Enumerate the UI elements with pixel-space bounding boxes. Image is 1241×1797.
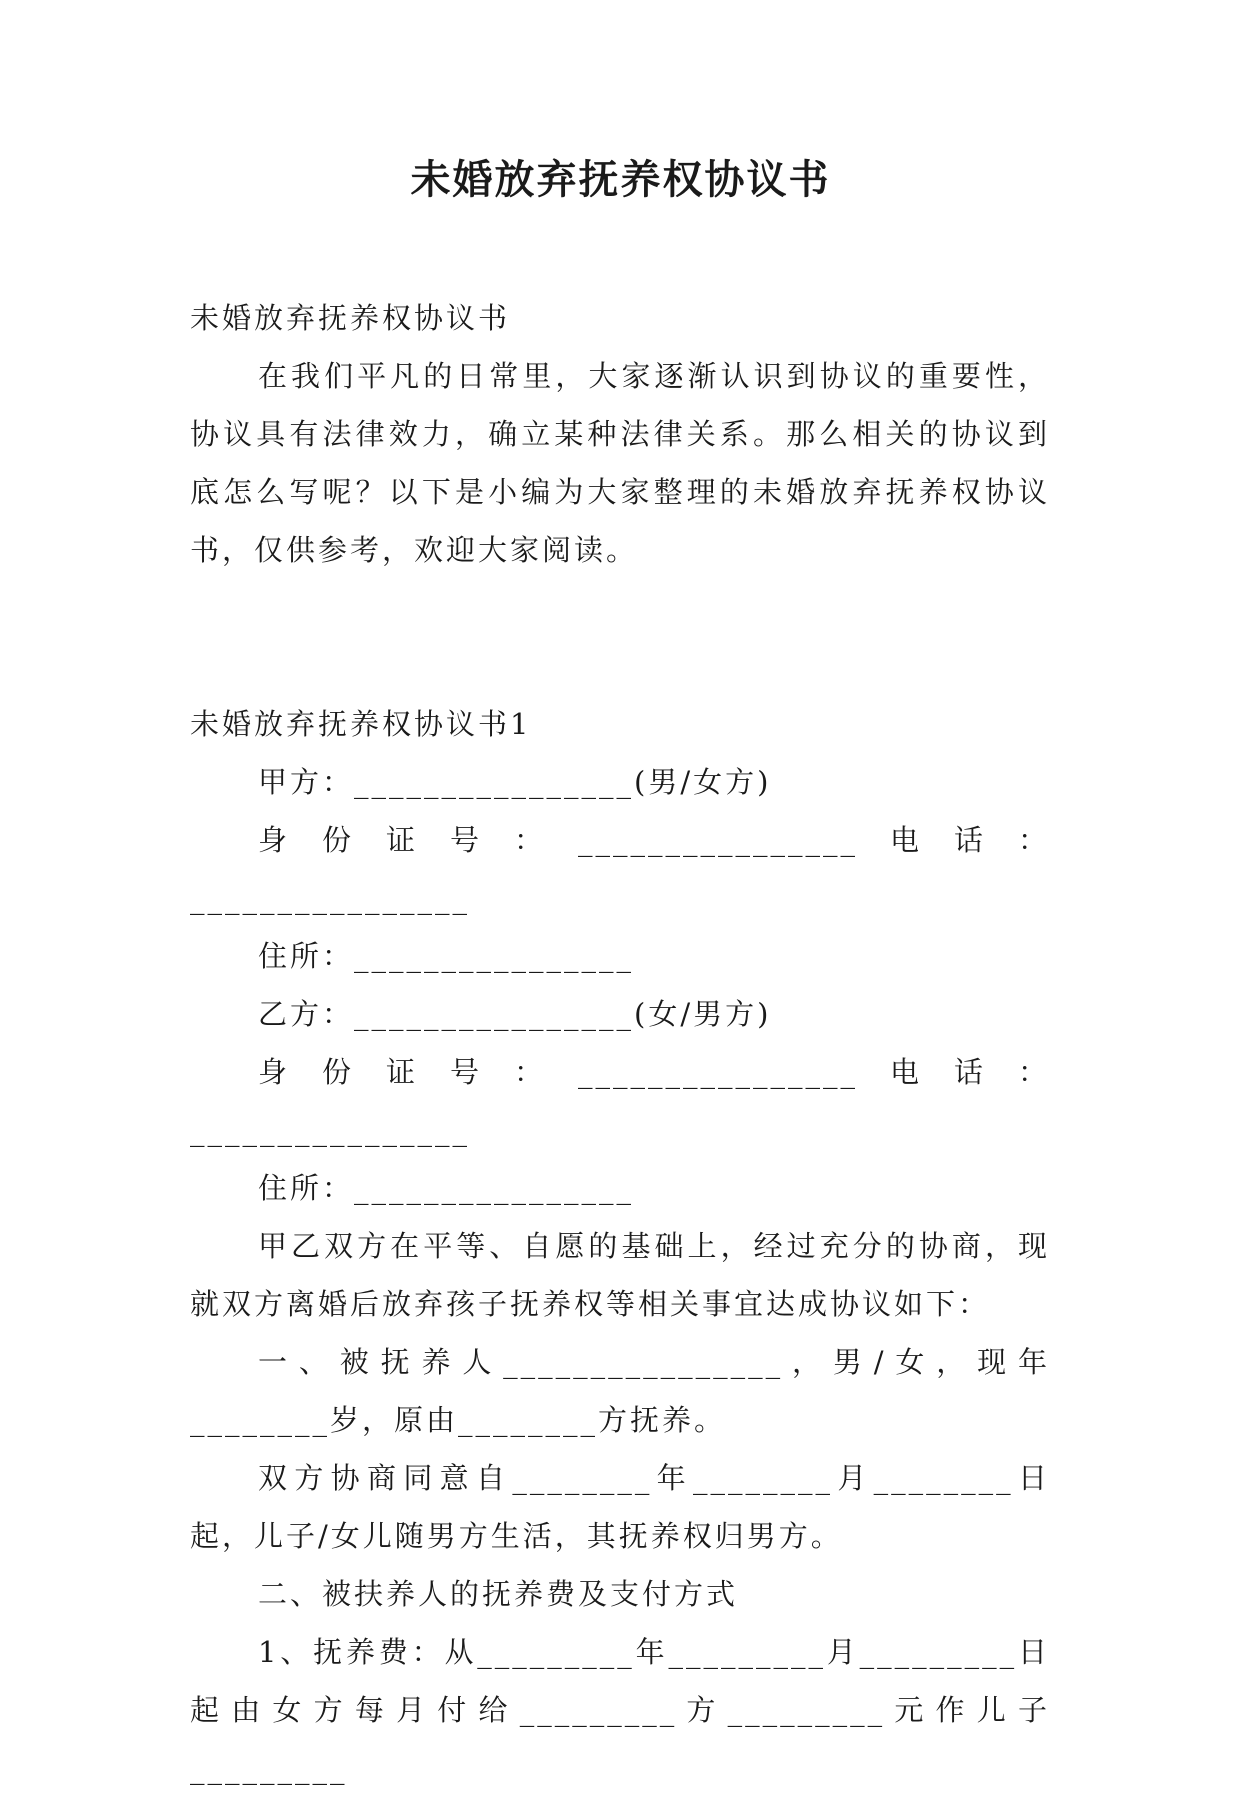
clause-2-heading: 二、被扶养人的抚养费及支付方式 [258, 1577, 739, 1611]
document-body [190, 289, 1050, 1797]
party-a-address-line: 住所：________________ [258, 939, 635, 973]
party-a-line: 甲方：________________(男/女方) [258, 765, 772, 799]
section-heading: 未婚放弃抚养权协议书1 [190, 707, 532, 741]
document-subtitle: 未婚放弃抚养权协议书 [190, 301, 511, 335]
clause-2-item-1: 1、抚养费：从_________年_________月_________日起由女方每月付给_________方_________元作儿子_________ [190, 1635, 1050, 1785]
party-b-id-phone-line: 身份证号：________________电话：________________ [190, 1055, 1050, 1147]
paragraph-spacer [190, 579, 1050, 695]
clause-1-agreement-paragraph: 双方协商同意自________年________月________日起，儿子/女儿随男方生活，其抚养权归男方。 [190, 1461, 1050, 1553]
intro-paragraph: 在我们平凡的日常里，大家逐渐认识到协议的重要性，协议具有法律效力，确立某种法律关系。那么相关的协议到底怎么写呢？以下是小编为大家整理的未婚放弃抚养权协议书，仅供参考，欢迎大家阅读。 [190, 359, 1050, 567]
clause-1-paragraph: 一、被抚养人________________，男/女，现年________岁，原由________方抚养。 [190, 1345, 1050, 1437]
party-a-id-phone-line: 身份证号：________________电话：________________ [190, 823, 1050, 915]
document-title: 未婚放弃抚养权协议书 [410, 157, 831, 203]
preamble-paragraph: 甲乙双方在平等、自愿的基础上，经过充分的协商，现就双方离婚后放弃孩子抚养权等相关事宜达成协议如下： [190, 1229, 1050, 1321]
party-b-line: 乙方：________________(女/男方) [258, 997, 772, 1031]
party-b-address-line: 住所：________________ [258, 1171, 635, 1205]
